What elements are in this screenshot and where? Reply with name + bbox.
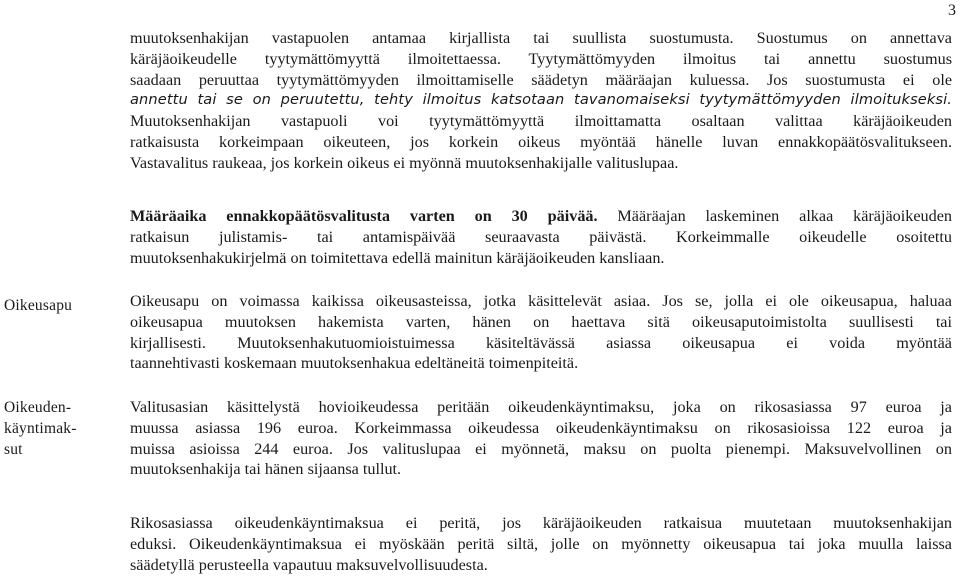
paragraph-deadline	[130, 206, 952, 268]
paragraph-court-fees	[130, 397, 952, 480]
text-line: muutoksenhakukirjelmä on toimitettava edellä mainitun käräjäoikeuden kansliaan.	[130, 248, 665, 267]
text-line: muussa asiassa 196 euroa. Korkeimmassa oikeudessa oikeudenkäyntimaksu on rikosasioissa 122 euroa ja	[130, 418, 952, 437]
text-line: Valitusasian käsittelystä hovioikeudessa peritään oikeudenkäyntimaksu, joka on rikosasiassa 97 euroa ja	[130, 398, 952, 416]
text-line: käräjäoikeudelle tyytymättömyyttä ilmoitettaessa. Tyytymättömyyden ilmoitus tai annettu suostumus	[130, 49, 952, 68]
text-line: Rikosasiassa oikeudenkäyntimaksua ei peritä, jos käräjäoikeuden ratkaisua muutetaan muutoksenhakijan	[130, 514, 952, 532]
text-line: Vastavalitus raukeaa, jos korkein oikeus ei myönnä muutoksenhakijalle valituslupaa.	[130, 153, 679, 172]
text-line: Muutoksenhakijan vastapuoli voi tyytymättömyyttä ilmoittamatta osaltaan valittaa käräjäoikeuden	[130, 112, 952, 131]
deadline-line-rest: Määräajan laskeminen alkaa käräjäoikeuden	[597, 207, 952, 225]
text-line: saadaan peruuttaa tyytymättömyyden ilmoittamiselle säädetyn määräajan kuluessa. Jos suostumusta ei ole	[130, 70, 952, 89]
text-line: muissa asioissa 244 euroa. Jos valituslupaa ei myönnetä, maksu on puolta pienempi. Maksuvelvollinen on	[130, 439, 952, 458]
page-number: 3	[948, 2, 956, 19]
text-line: ratkaisun julistamis- tai antamispäivää seuraavasta päivästä. Korkeimmalle oikeudelle osoitettu	[130, 227, 952, 246]
paragraph-consent	[130, 28, 952, 174]
text-line: muutoksenhakijan vastapuolen antamaa kirjallista tai suullista suostumusta. Suostumus on annettava	[130, 29, 952, 47]
side-label-oikeusapu: Oikeusapu	[4, 297, 73, 314]
side-label-court-fees	[4, 398, 77, 460]
deadline-bold-lead: Määräaika ennakkopäätösvalitusta varten on 30 päivää.	[130, 207, 598, 225]
paragraph-criminal-fees	[130, 513, 952, 575]
paragraph-legal-aid	[130, 291, 952, 374]
text-line	[130, 206, 952, 227]
text-line: oikeusapua muutoksen hakemista varten, hänen on haettava sitä oikeusaputoimistolta suullisesti tai	[130, 312, 952, 331]
text-line: ratkaisusta korkeimpaan oikeuteen, jos korkein oikeus myöntää hänelle luvan ennakkopäätösvalitukseen.	[130, 132, 952, 151]
text-line: taannehtivasti koskemaan muutoksenhakua edeltäneitä toimenpiteitä.	[130, 354, 579, 373]
text-line: eduksi. Oikeudenkäyntimaksua ei myöskään peritä siltä, jolle on myönnetty oikeusapua tai joka muulla laissa	[130, 534, 952, 553]
side-label-line: Oikeuden-	[4, 399, 72, 416]
text-line: kirjallisesti. Muutoksenhakutuomioistuimessa käsiteltävässä asiassa oikeusapua ei voida myöntää	[130, 333, 952, 352]
text-line: säädetyllä perusteella vapautuu maksuvelvollisuudesta.	[130, 555, 488, 574]
side-label-line: sut	[4, 440, 23, 458]
text-line: muutoksenhakija tai hänen sijaansa tullut.	[130, 460, 402, 479]
text-line: Oikeusapu on voimassa kaikissa oikeusasteissa, jotka käsittelevät asiaa. Jos se, jolla ei ole oikeusapua, haluaa	[130, 292, 952, 310]
text-line: annettu tai se on peruutettu, tehty ilmoitus katsotaan tavanomaiseksi tyytymättömyyden ilmoitukseksi.	[130, 91, 952, 109]
side-label-line: käyntimak-	[4, 419, 77, 437]
